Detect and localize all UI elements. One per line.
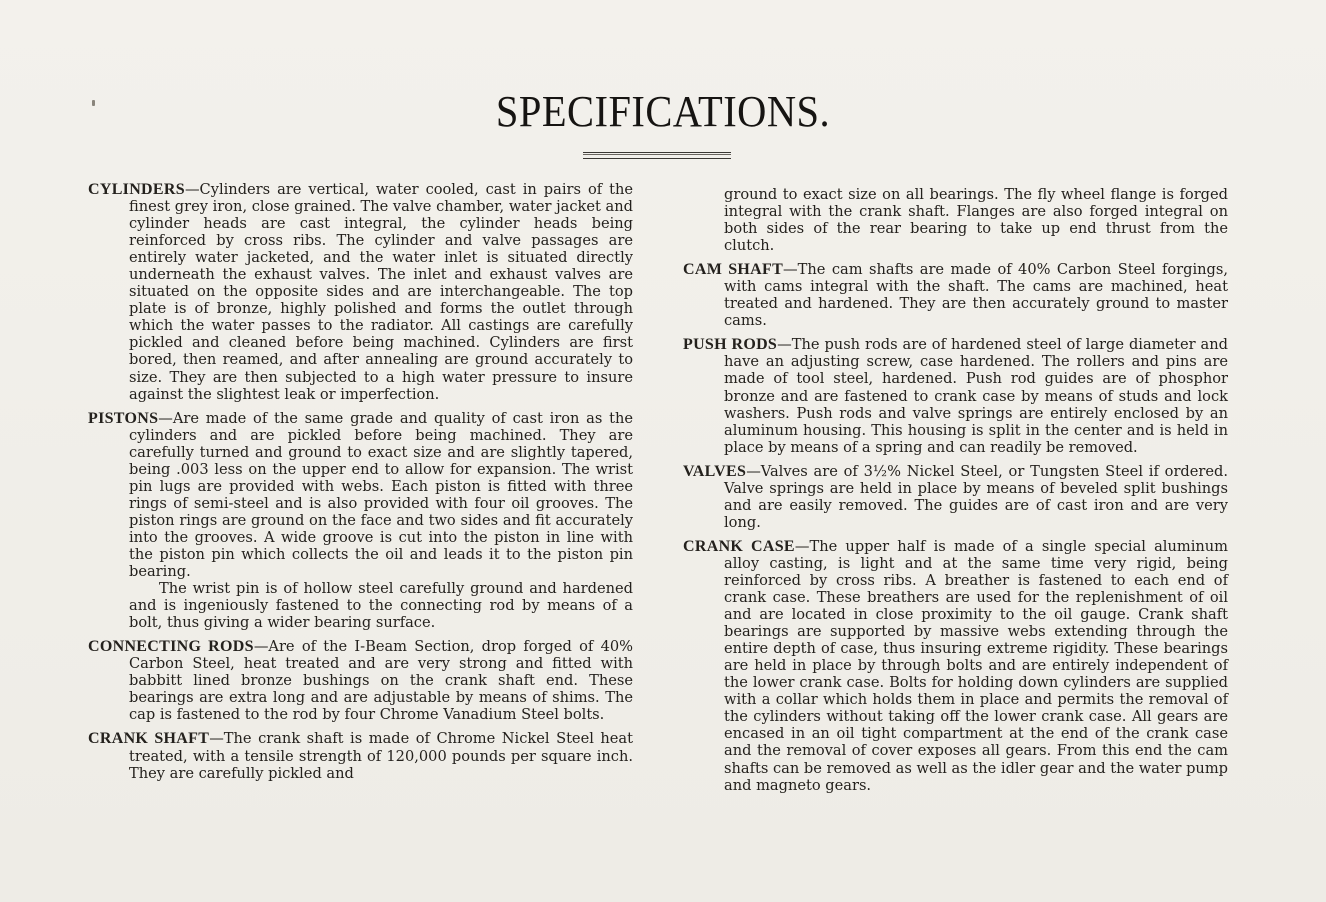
- title-divider-inner: [583, 154, 731, 155]
- section-heading-cam-shaft: CAM SHAFT: [683, 261, 784, 279]
- section-crank-case: [683, 538, 1228, 794]
- section-heading-connecting-rods: CONNECTING RODS: [88, 638, 254, 656]
- section-connecting-rods: [88, 638, 633, 723]
- section-text-cam-shaft: —The cam shafts are made of 40% Carbon Steel forgings, with cams integral with the shaft. The cams are machined, heat treated and hardened. They are then accurately ground to master cams.: [724, 261, 1228, 330]
- section-text-valves: —Valves are of 3½% Nickel Steel, or Tungsten Steel if ordered. Valve springs are held in place by means of beveled split bushings and are easily removed. The guides are of cast iron and are very long.: [724, 462, 1228, 531]
- section-crank-shaft: [88, 730, 633, 781]
- section-text-crank-shaft-cont: ground to exact size on all bearings. The fly wheel flange is forged integral with the crank shaft. Flanges are also forged integral on both sides of the rear bearing to take up end thrust from the clutch.: [724, 186, 1228, 255]
- section-crank-shaft-cont: [683, 186, 1228, 254]
- page-title: SPECIFICATIONS.: [495, 87, 831, 136]
- section-text-crank-shaft: —The crank shaft is made of Chrome Nickel Steel heat treated, with a tensile strength of 120,000 pounds per square inch. They are carefully pickled and: [129, 730, 633, 782]
- section-pistons: [88, 410, 633, 580]
- section-heading-cylinders: CYLINDERS: [88, 181, 185, 198]
- section-text-crank-case: —The upper half is made of a single special aluminum alloy casting, is light and at the same time very rigid, being reinforced by cross ribs. A breather is fastened to each end of crank case. These breathers are used for the replenishment of oil and are located in close proximity to the oil gauge. Crank shaft bearings are supported by massive webs extending through the entire depth of case, thus insuring extreme rigidity. These bearings are held in place by through bolts and are entirely independent of the lower crank case. Bolts for holding down cylinders are supplied with a collar which holds them in place and permits the removal of the cylinders without taking off the lower crank case. All gears are encased in an oil tight compartment at the end of the crank case and the removal of cover exposes all gears. From this end the cam shafts can be removed as well as the idler gear and the water pump and magneto gears.: [724, 537, 1229, 794]
- section-heading-crank-shaft: CRANK SHAFT: [88, 730, 210, 748]
- section-cylinders: [88, 181, 633, 403]
- section-cam-shaft: [683, 261, 1228, 329]
- left-column: [88, 181, 633, 789]
- right-column: [683, 186, 1228, 801]
- section-heading-valves: VALVES: [683, 462, 747, 480]
- section-text-connecting-rods: —Are of the I-Beam Section, drop forged of 40% Carbon Steel, heat treated and are very strong and fitted with babbitt lined bronze bushings on the crank shaft end. These bearings are extra long and are adjustable by means of shims. The cap is fastened to the rod by four Chrome Vanadium Steel bolts.: [129, 638, 634, 724]
- section-heading-pistons: PISTONS: [88, 409, 159, 427]
- section-pistons-cont: [88, 580, 633, 631]
- section-push-rods: [683, 336, 1228, 455]
- section-heading-push-rods: PUSH RODS: [683, 336, 778, 354]
- section-valves: [683, 463, 1228, 531]
- section-text-cylinders: —Cylinders are vertical, water cooled, cast in pairs of the finest grey iron, close grained. The valve chamber, water jacket and cylinder heads are cast integral, the cylinder heads being reinforced by cross ribs. The cylinder and valve passages are entirely water jacketed, and the water inlet is situated directly underneath the exhaust valves. The inlet and exhaust valves are situated on the opposite sides and are interchangeable. The top plate is of bronze, highly polished and forms the outlet through which the water passes to the radiator. All castings are carefully pickled and cleaned before being machined. Cylinders are first bored, then reamed, and after annealing are ground accurately to size. They are then subjected to a high water pressure to insure against the slightest leak or imperfection.: [129, 181, 633, 403]
- section-text-push-rods: —The push rods are of hardened steel of large diameter and have an adjusting screw, case hardened. The rollers and pins are made of tool steel, hardened. Push rod guides are of phosphor bronze and are fastened to crank case by means of studs and lock washers. Push rods and valve springs are entirely enclosed by an aluminum housing. This housing is split in the center and is held in place by means of a spring and can readily be removed.: [724, 336, 1228, 456]
- section-text-pistons: —Are made of the same grade and quality of cast iron as the cylinders and are pickled before being machined. They are carefully turned and ground to exact size and are slightly tapered, being .003 less on the upper end to allow for expansion. The wrist pin lugs are provided with webs. Each piston is fitted with three rings of semi-steel and is also provided with four oil grooves. The piston rings are ground on the face and two sides and fit accurately into the grooves. A wide groove is cut into the piston in line with the piston pin which collects the oil and leads it to the piston pin bearing.: [129, 409, 633, 581]
- section-text-pistons-2: The wrist pin is of hollow steel carefully ground and hardened and is ingeniously fastened to the connecting rod by means of a bolt, thus giving a wider bearing surface.: [129, 580, 633, 632]
- section-heading-crank-case: CRANK CASE: [683, 537, 795, 555]
